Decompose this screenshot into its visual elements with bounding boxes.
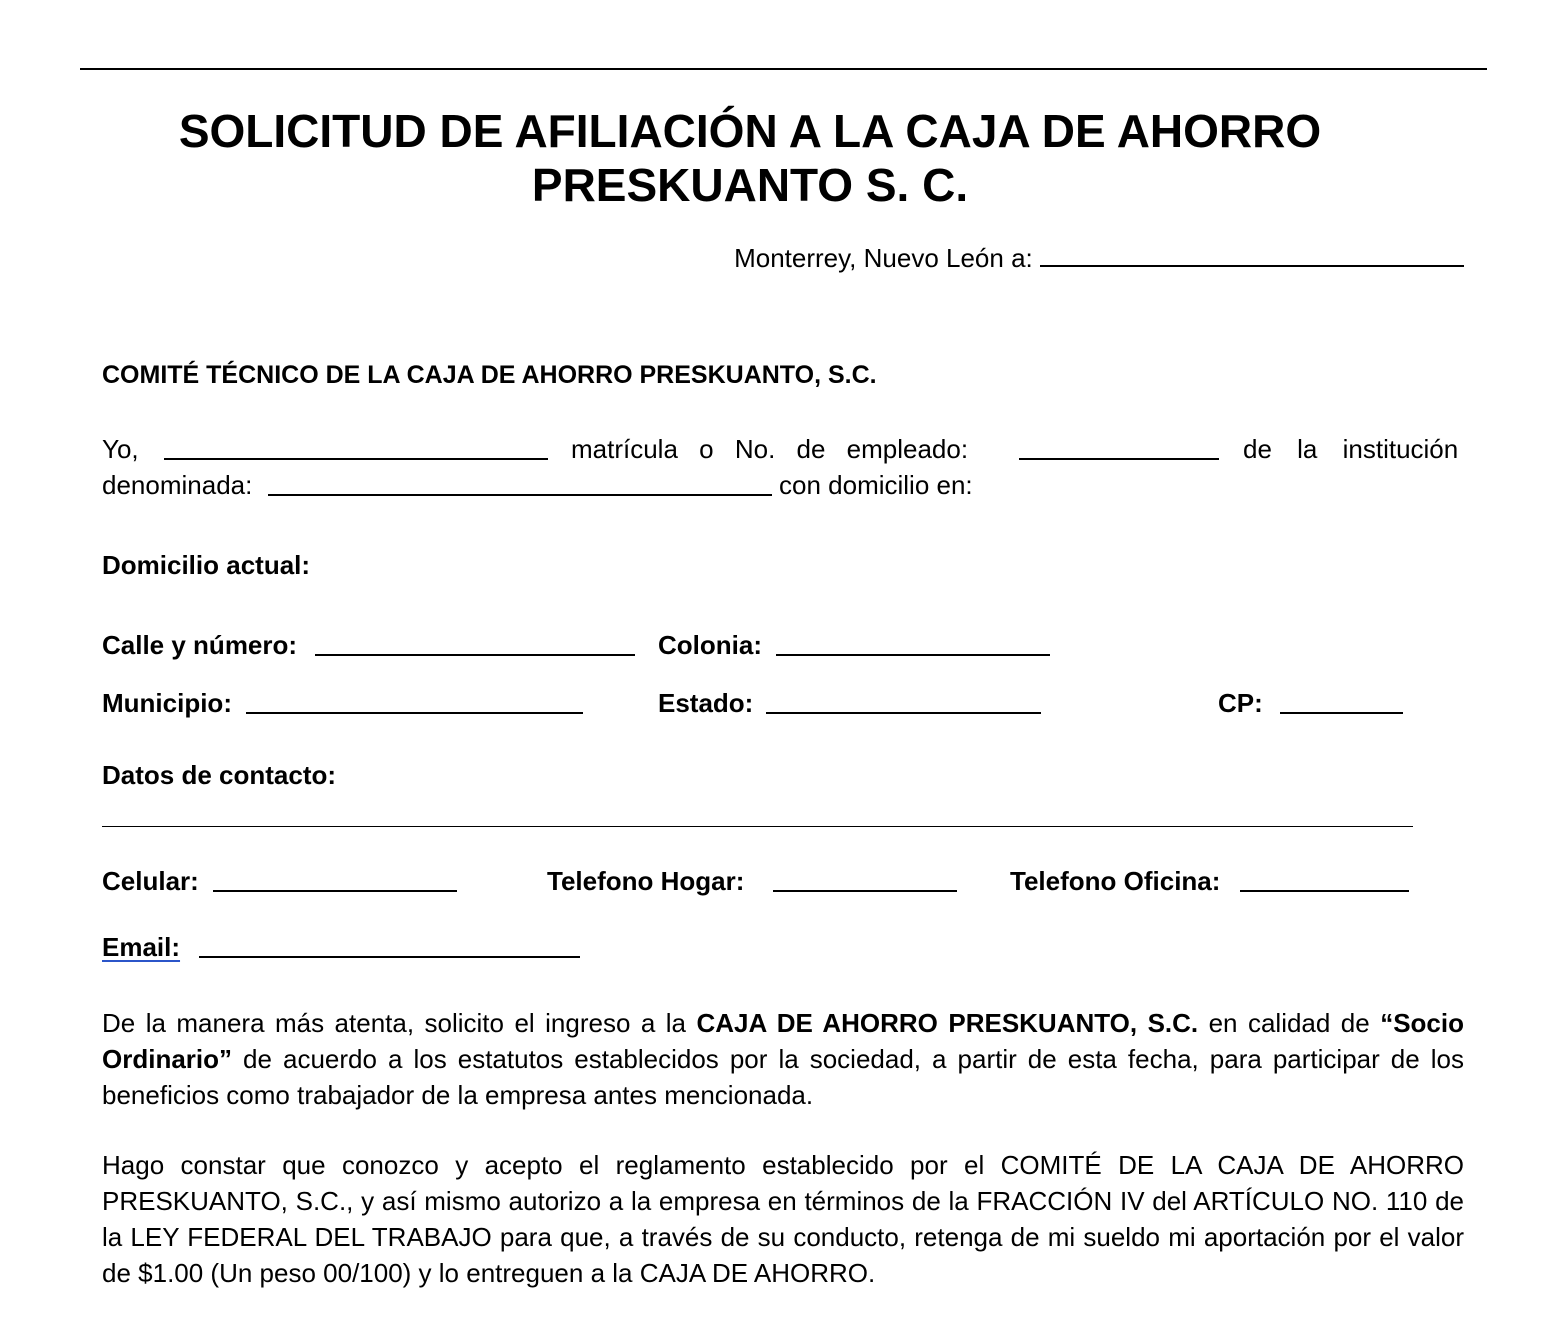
contact-divider [102,826,1413,827]
calle-field[interactable] [315,632,635,656]
estado-label: Estado: [658,688,754,718]
celular-label: Celular: [102,866,199,896]
place-date-label: Monterrey, Nuevo León a: [734,243,1033,273]
email-field[interactable] [199,934,580,958]
p1-bold-company: CAJA DE AHORRO PRESKUANTO, S.C. [696,1008,1199,1038]
title-line-2: PRESKUANTO S. C. [531,159,969,211]
email-label: Email: [102,932,181,962]
telefono-hogar-field[interactable] [773,868,957,892]
datos-contacto-heading: Datos de contacto: [102,760,337,790]
name-field[interactable] [164,436,548,460]
place-date-line [734,243,1464,273]
document-title [80,104,1420,212]
intro-yo: Yo, [102,434,139,464]
telefono-oficina-label: Telefono Oficina: [1010,866,1221,896]
committee-heading: COMITÉ TÉCNICO DE LA CAJA DE AHORRO PRESKUANTO, S.C. [102,361,877,389]
cp-label: CP: [1218,688,1263,718]
domicilio-actual-heading: Domicilio actual: [102,550,311,580]
celular-field[interactable] [213,868,457,892]
top-rule [80,68,1487,70]
telefono-hogar-label: Telefono Hogar: [547,866,745,896]
municipio-field[interactable] [246,690,583,714]
calle-label: Calle y número: [102,630,298,660]
colonia-field[interactable] [776,632,1050,656]
employee-number-field[interactable] [1019,436,1219,460]
p1-part2: en calidad de [1198,1008,1381,1038]
telefono-oficina-field[interactable] [1240,868,1409,892]
p1-bold-socio: “Socio Ordinario” [102,1008,1464,1074]
colonia-label: Colonia: [658,630,762,660]
authorization-paragraph: Hago constar que conozco y acepto el reglamento establecido por el COMITÉ DE LA CAJA DE AHORRO PRESKUANTO, S.C., y así mismo autorizo a la empresa en términos de la FRACCIÓN IV del ARTÍCULO NO. 110 de la LEY FEDERAL DEL TRABAJO para que, a través de su conducto, retenga de mi sueldo mi aportación por el valor de $1.00 (Un peso 00/100) y lo entreguen a la CAJA DE AHORRO. [102,1150,1464,1288]
p1-part1: De la manera más atenta, solicito el ingreso a la [102,1008,697,1038]
estado-field[interactable] [766,690,1041,714]
institution-field[interactable] [268,472,772,496]
municipio-label: Municipio: [102,688,232,718]
intro-matricula: matrícula o No. de empleado: [571,434,969,464]
date-field[interactable] [1040,243,1464,267]
request-paragraph [102,1005,1464,1113]
p1-part3: de acuerdo a los estatutos establecidos por la sociedad, a partir de esta fecha, para participar de los beneficios como trabajador de la empresa antes mencionada. [102,1044,1464,1110]
intro-domicilio-en: con domicilio en: [779,470,973,500]
cp-field[interactable] [1280,690,1403,714]
intro-denominada: denominada: [102,470,253,500]
intro-institucion: de la institución [1243,434,1459,464]
title-line-1: SOLICITUD DE AFILIACIÓN A LA CAJA DE AHORRO [178,105,1322,157]
